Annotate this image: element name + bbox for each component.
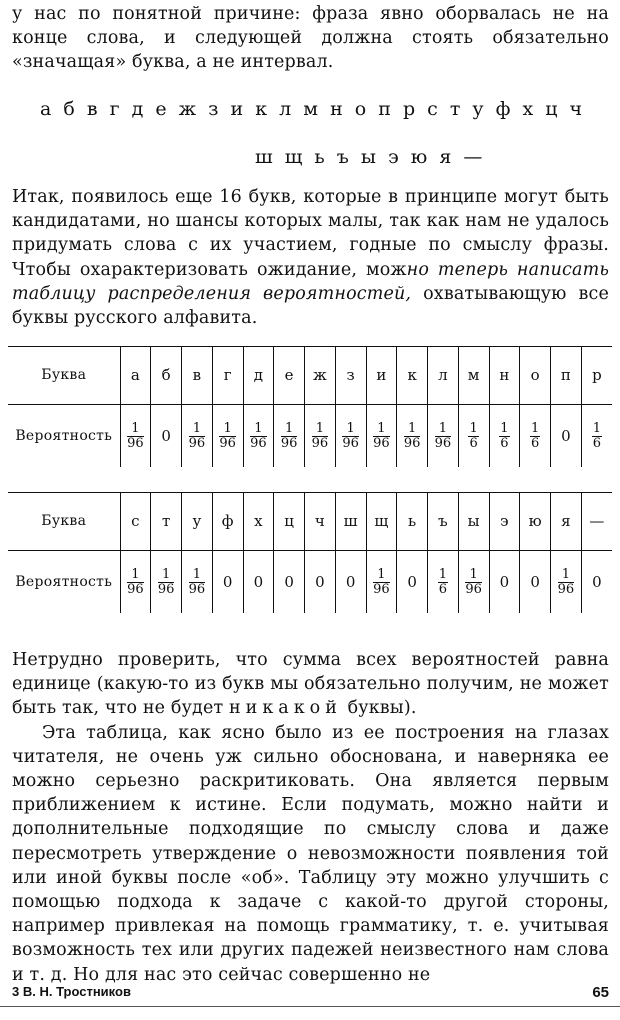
denominator: 96 — [157, 581, 175, 597]
numerator: 1 — [250, 422, 267, 437]
prob-cell — [581, 405, 612, 468]
letter-cell: ж — [305, 346, 336, 405]
denominator: 6 — [530, 435, 540, 451]
paragraph3-text-a: Нетрудно проверить, что сумма всех вероятностей равна единице (какую-то из букв мы обязательно получим, не может быть так, что не будет — [12, 650, 609, 719]
letter-cell: е — [274, 346, 305, 405]
prob-cell — [428, 551, 459, 614]
fraction — [281, 422, 298, 451]
letter-cell: х — [243, 492, 274, 551]
letter-cell: з — [335, 346, 366, 405]
prob-cell — [120, 405, 151, 468]
letter-cell: в — [182, 346, 213, 405]
denominator: 96 — [311, 435, 329, 451]
letter-cell: ч — [305, 492, 336, 551]
numerator: 1 — [127, 568, 144, 583]
denominator: 96 — [557, 581, 575, 597]
letter-cell: у — [182, 492, 213, 551]
prob-cell — [366, 551, 397, 614]
numerator: 1 — [469, 420, 478, 436]
letter-cell: ъ — [428, 492, 459, 551]
denominator: 96 — [250, 435, 267, 451]
denominator: 96 — [280, 435, 298, 451]
fraction — [127, 568, 144, 597]
letter-cell: о — [520, 346, 551, 405]
letter-cell: д — [243, 346, 274, 405]
letter-cell: р — [581, 346, 612, 405]
footer-author: 3 В. Н. Тростников — [12, 984, 131, 999]
prob-cell: 0 — [274, 551, 305, 614]
denominator: 96 — [465, 581, 482, 597]
numerator: 1 — [158, 568, 175, 583]
letter-cell: м — [458, 346, 489, 405]
letter-cell: б — [151, 346, 182, 405]
fraction — [250, 422, 267, 451]
fraction — [373, 568, 390, 597]
prob-cell: 0 — [305, 551, 336, 614]
letter-cell: ь — [397, 492, 428, 551]
fraction — [438, 568, 448, 597]
fraction — [468, 422, 478, 451]
letter-cell: т — [151, 492, 182, 551]
numerator: 1 — [189, 422, 206, 437]
letter-cell: и — [366, 346, 397, 405]
denominator: 96 — [373, 435, 390, 451]
prob-cell — [551, 551, 582, 614]
probability-table-2 — [8, 492, 612, 613]
alphabet-line-1: а б в г д е ж з и к л м н о п р с т у ф х ц ч — [40, 98, 586, 120]
paragraph2-text-a: Итак, появилось еще 16 букв, которые в принципе могут быть кандидатами, но шансы которых малы, так как нам не удалось придумать слова с их участием, годные по смыслу фразы. Чтобы охарактеризовать ожидание, мож — [12, 187, 609, 280]
numerator: 1 — [530, 420, 540, 436]
fraction — [342, 422, 359, 451]
prob-cell — [458, 405, 489, 468]
table2-letter-row — [8, 492, 612, 551]
prob-cell: 0 — [212, 551, 243, 614]
numerator: 1 — [373, 422, 390, 437]
letter-cell: я — [551, 492, 582, 551]
denominator: 96 — [188, 435, 206, 451]
paragraph3-spaced: никакой — [229, 698, 342, 719]
fraction — [530, 422, 540, 451]
fraction — [465, 568, 482, 597]
letter-cell: л — [428, 346, 459, 405]
prob-cell — [397, 405, 428, 468]
table1-letter-row — [8, 346, 612, 405]
numerator: 1 — [558, 568, 575, 583]
fraction — [592, 422, 602, 451]
denominator: 96 — [373, 581, 390, 597]
prob-cell — [274, 405, 305, 468]
prob-cell: 0 — [243, 551, 274, 614]
letter-cell: п — [551, 346, 582, 405]
denominator: 6 — [592, 435, 602, 451]
denominator: 6 — [438, 581, 448, 597]
letter-cell: ы — [458, 492, 489, 551]
probability-table-1 — [8, 346, 612, 467]
fraction — [373, 422, 390, 451]
letter-cell: н — [489, 346, 520, 405]
numerator: 1 — [127, 422, 144, 437]
bottom-rule — [0, 1006, 620, 1007]
prob-cell — [120, 551, 151, 614]
letter-cell: г — [212, 346, 243, 405]
denominator: 96 — [434, 435, 452, 451]
denominator: 96 — [219, 435, 236, 451]
paragraph3-text-b: буквы). — [347, 698, 417, 719]
fraction — [189, 568, 206, 597]
prob-cell — [151, 551, 182, 614]
prob-cell: 0 — [520, 551, 551, 614]
numerator: 1 — [465, 568, 482, 583]
fraction — [499, 422, 509, 451]
numerator: 1 — [438, 566, 448, 582]
denominator: 6 — [500, 435, 509, 451]
prob-cell: 0 — [581, 551, 612, 614]
prob-cell: 0 — [335, 551, 366, 614]
denominator: 96 — [127, 435, 144, 451]
letter-cell: с — [120, 492, 151, 551]
table2-prob-row — [8, 551, 612, 614]
denominator: 96 — [342, 435, 359, 451]
fraction — [189, 422, 206, 451]
numerator: 1 — [281, 422, 298, 437]
letter-cell: э — [489, 492, 520, 551]
prob-cell — [182, 405, 213, 468]
fraction — [404, 422, 421, 451]
table-header-cell: Буква — [41, 367, 87, 383]
numerator: 1 — [219, 422, 236, 437]
fraction — [219, 422, 236, 451]
numerator: 1 — [500, 420, 509, 436]
numerator: 1 — [435, 422, 452, 437]
prob-label-cell: Вероятность — [15, 574, 113, 590]
fraction — [158, 568, 175, 597]
paragraph-sum — [12, 648, 609, 987]
letter-cell: ш — [335, 492, 366, 551]
prob-label-cell: Вероятность — [15, 428, 113, 444]
prob-cell — [182, 551, 213, 614]
fraction — [127, 422, 144, 451]
prob-cell: 0 — [489, 551, 520, 614]
paragraph-critique: Эта таблица, как ясно было из ее построения на глазах читателя, не очень уж сильно обоснована, и наверняка ее можно серьезно раскритиковать. Она является первым приближением к истине. Если подумать, можно найти и дополнительные подходящие по смыслу слова и даже пересмотреть утверждение о невозможности появления той или иной буквы после «об». Таблицу эту можно улучшить с помощью подхода к задаче с какой-то другой стороны, например привлекая на помощь грамматику, т. е. учитывая возможность тех или других падежей неизвестного нам слова и т. д. Но для нас это сейчас совершенно не — [12, 722, 609, 985]
numerator: 1 — [592, 420, 602, 436]
prob-cell: 0 — [551, 405, 582, 468]
prob-cell — [305, 405, 336, 468]
alphabet-line-2: ш щ ь ъ ы э ю я — — [255, 146, 486, 168]
numerator: 1 — [373, 568, 390, 583]
numerator: 1 — [312, 422, 329, 437]
denominator: 96 — [127, 581, 144, 597]
page-number: 65 — [592, 984, 609, 1001]
denominator: 6 — [469, 435, 478, 451]
letter-cell: ц — [274, 492, 305, 551]
denominator: 96 — [403, 435, 421, 451]
letter-cell: щ — [366, 492, 397, 551]
table-header-cell: Буква — [41, 513, 87, 529]
letter-cell: — — [581, 492, 612, 551]
prob-cell: 0 — [397, 551, 428, 614]
fraction — [435, 422, 452, 451]
numerator: 1 — [404, 422, 421, 437]
letter-cell: к — [397, 346, 428, 405]
paragraph2-text-c: охватывающую все буквы русского алфавита. — [12, 283, 609, 329]
denominator: 96 — [188, 581, 206, 597]
numerator: 1 — [342, 422, 359, 437]
numerator: 1 — [189, 568, 206, 583]
paragraph-intro: у нас по понятной причине: фраза явно оборвалась не на конце слова, и следующей должна стоять обязательно «значащая» буква, а не интервал. — [12, 4, 609, 73]
letter-cell: ю — [520, 492, 551, 551]
prob-cell — [212, 405, 243, 468]
letter-cell: ф — [212, 492, 243, 551]
letter-cell: а — [120, 346, 151, 405]
prob-cell: 0 — [151, 405, 182, 468]
prob-cell — [243, 405, 274, 468]
fraction — [558, 568, 575, 597]
prob-cell — [489, 405, 520, 468]
fraction — [312, 422, 329, 451]
table1-prob-row — [8, 405, 612, 468]
paragraph-table-intro — [12, 185, 609, 330]
prob-cell — [366, 405, 397, 468]
prob-cell — [520, 405, 551, 468]
prob-cell — [458, 551, 489, 614]
prob-cell — [335, 405, 366, 468]
paragraph2-italic: но теперь написать таблицу распределения вероятностей, — [12, 259, 609, 304]
prob-cell — [428, 405, 459, 468]
